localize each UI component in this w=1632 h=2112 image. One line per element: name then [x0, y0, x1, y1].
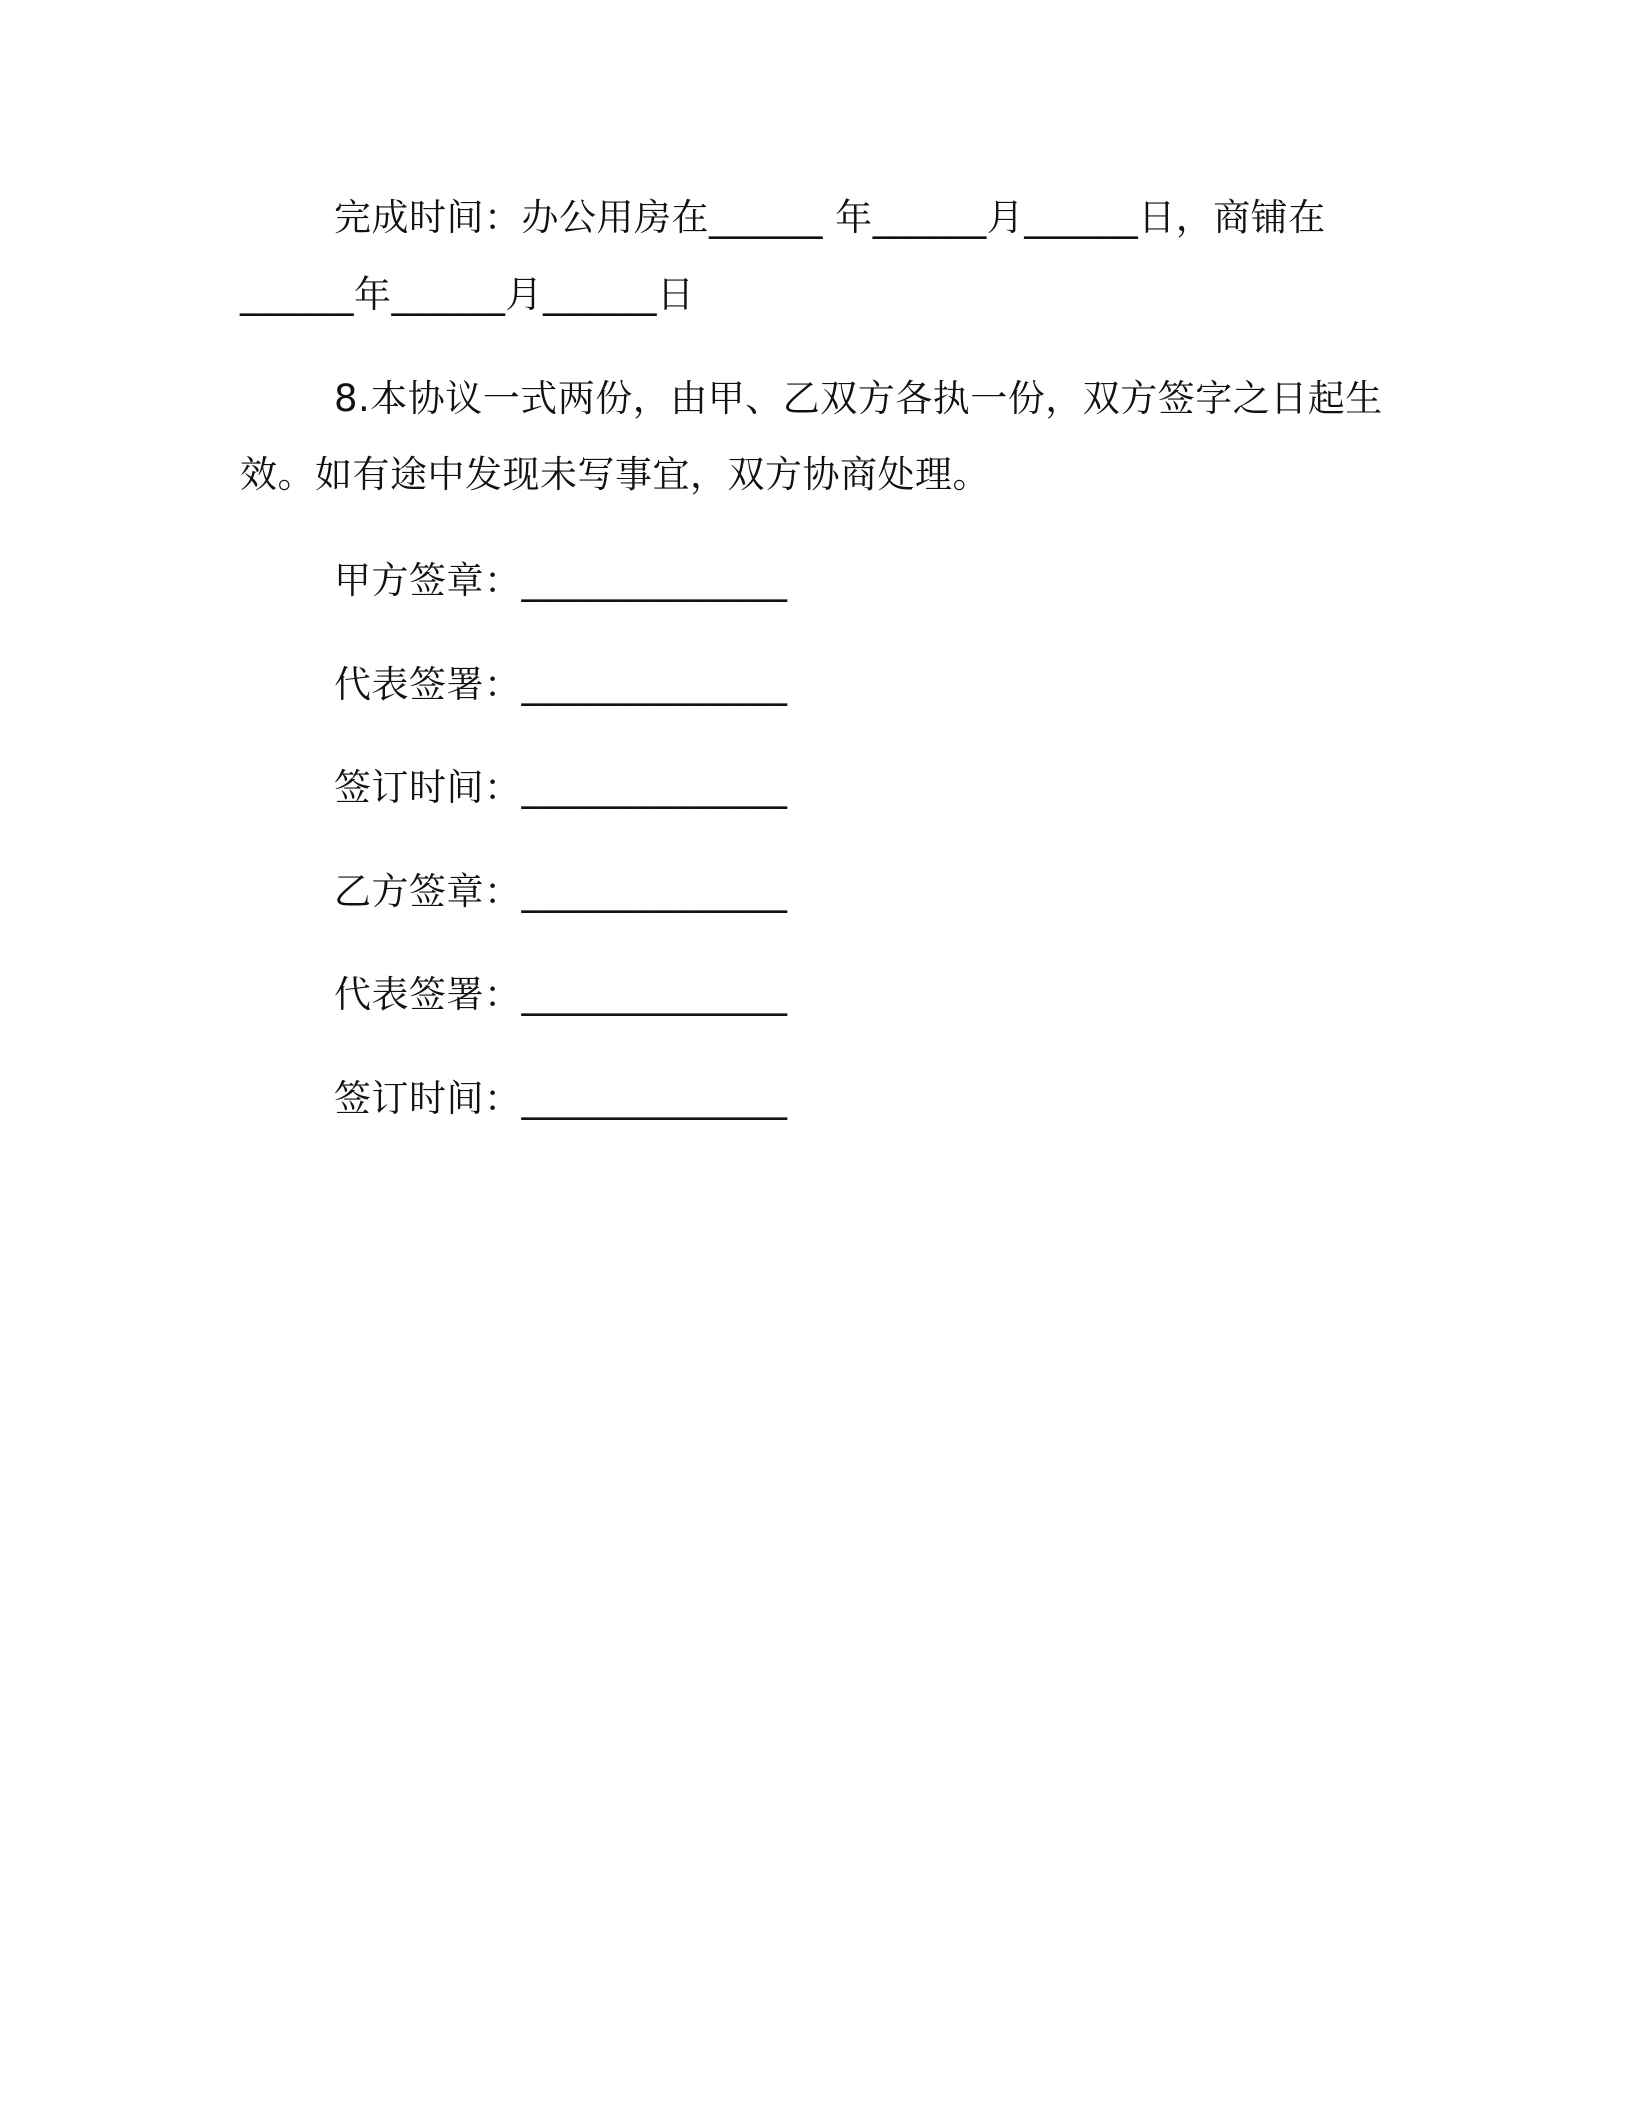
party-b-representative-line: 代表签署：______________ — [334, 973, 788, 1016]
completion-time-line-1: 完成时间：办公用房在______ 年______月______日，商铺在 — [334, 196, 1326, 239]
party-a-seal-line: 甲方签章：______________ — [334, 559, 788, 602]
clause-8-line-1: 8.本协议一式两份，由甲、乙双方各执一份，双方签字之日起生 — [334, 377, 1383, 420]
completion-time-line-2: ______年______月______日 — [240, 273, 695, 316]
party-a-representative-line: 代表签署：______________ — [334, 663, 788, 706]
party-b-seal-line: 乙方签章：______________ — [334, 870, 788, 913]
clause-8-line-2: 效。如有途中发现未写事宜，双方协商处理。 — [240, 453, 990, 496]
party-b-signing-date-line: 签订时间：______________ — [334, 1077, 788, 1120]
party-a-signing-date-line: 签订时间：______________ — [334, 766, 788, 809]
